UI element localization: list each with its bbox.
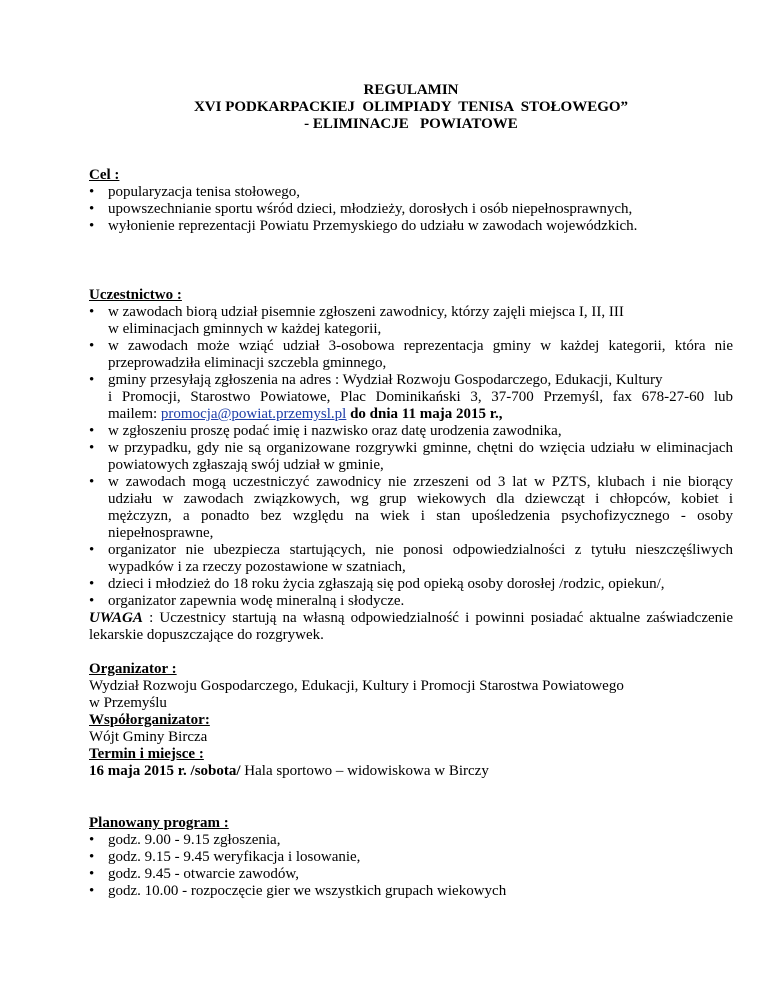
wspolorganizator-heading: Współorganizator: — [89, 712, 210, 728]
document-title — [89, 82, 733, 133]
item-line: i Promocji, Starostwo Powiatowe, Plac Dominikański 3, 37-700 Przemyśl, fax 678-27-60 lub — [108, 389, 733, 405]
list-item — [89, 304, 733, 338]
item-line — [108, 406, 733, 423]
list-item: • godz. 9.15 - 9.45 weryfikacja i losowanie, — [89, 849, 733, 866]
email-link[interactable]: promocja@powiat.przemysl.pl — [160, 406, 347, 422]
uczestnictwo-heading: Uczestnictwo : — [89, 287, 182, 303]
section-organizator — [89, 661, 733, 780]
item-line: niepełnosprawne, — [108, 525, 214, 541]
item-line: • w przypadku, gdy nie są organizowane rozgrywki gminne, chętni do wzięcia udziału w eliminacjach — [108, 440, 733, 456]
uwaga-note-line-2: lekarskie dopuszczające do rozgrywek. — [89, 627, 324, 643]
uwaga-text: : Uczestnicy startują na własną odpowiedzialność i powinni posiadać aktualne zaświadczenie — [142, 610, 733, 626]
uczestnictwo-list — [89, 304, 733, 610]
list-item: • godz. 10.00 - rozpoczęcie gier we wszystkich grupach wiekowych — [89, 883, 733, 900]
program-heading: Planowany program : — [89, 815, 229, 831]
uwaga-note — [89, 610, 733, 627]
list-item: • upowszechnianie sportu wśród dzieci, młodzieży, dorosłych i osób niepełnosprawnych, — [89, 201, 733, 218]
list-item — [89, 372, 733, 423]
item-line: mężczyzn, a ponadto bez względu na wiek i stan upośledzenia psychofizycznego - osoby — [108, 508, 733, 524]
organizator-line-2: w Przemyślu — [89, 695, 167, 711]
section-program — [89, 815, 733, 900]
termin-place: Hala sportowo – widowiskowa w Birczy — [240, 763, 489, 779]
item-line: udziału w zawodach związkowych, wg grup wiekowych dla dziewcząt i chłopców, kobiet i — [108, 491, 733, 507]
list-item: • dzieci i młodzież do 18 roku życia zgłaszają się pod opieką osoby dorosłej /rodzic, opiekun/, — [89, 576, 733, 593]
section-cel — [89, 167, 733, 235]
termin-heading: Termin i miejsce : — [89, 746, 204, 762]
cel-list — [89, 184, 733, 235]
section-uczestnictwo — [89, 287, 733, 644]
list-item — [89, 440, 733, 474]
termin-date: 16 maja 2015 r. /sobota/ — [89, 763, 241, 779]
cel-heading: Cel : — [89, 167, 120, 183]
document-page — [89, 82, 733, 900]
item-line: powiatowych zgłaszają swój udział w gminie, — [108, 457, 384, 473]
item-line: • w zawodach może wziąć udział 3-osobowa reprezentacja gminy w każdej kategorii, która nie — [108, 338, 733, 354]
termin-text — [89, 763, 733, 780]
item-line: • organizator nie ubezpiecza startujących, nie ponosi odpowiedzialności z tytułu nieszczęśliwych — [108, 542, 733, 558]
uwaga-label: UWAGA — [89, 610, 143, 626]
organizator-heading: Organizator : — [89, 661, 177, 677]
wspolorganizator-text: Wójt Gminy Bircza — [89, 729, 208, 745]
list-item: • organizator zapewnia wodę mineralną i słodycze. — [89, 593, 733, 610]
list-item: • popularyzacja tenisa stołowego, — [89, 184, 733, 201]
list-item — [89, 542, 733, 576]
item-line: • gminy przesyłają zgłoszenia na adres : Wydział Rozwoju Gospodarczego, Edukacji, Kultury — [108, 372, 663, 388]
title-line-3: - ELIMINACJE POWIATOWE — [304, 116, 518, 132]
program-list — [89, 832, 733, 900]
item-line: przeprowadziła eliminacji szczebla gminnego, — [108, 355, 387, 371]
title-line-2: XVI PODKARPACKIEJ OLIMPIADY TENISA STOŁOWEGO” — [193, 99, 629, 115]
item-line: wypadków i za rzeczy pozostawione w szatniach, — [108, 559, 406, 575]
mail-prefix: mailem: — [108, 406, 161, 422]
title-line-1: REGULAMIN — [363, 82, 459, 98]
list-item: • w zgłoszeniu proszę podać imię i nazwisko oraz datę urodzenia zawodnika, — [89, 423, 733, 440]
list-item — [89, 474, 733, 542]
list-item: • godz. 9.00 - 9.15 zgłoszenia, — [89, 832, 733, 849]
list-item: • wyłonienie reprezentacji Powiatu Przemyskiego do udziału w zawodach wojewódzkich. — [89, 218, 733, 235]
list-item — [89, 338, 733, 372]
list-item: • godz. 9.45 - otwarcie zawodów, — [89, 866, 733, 883]
item-line: w eliminacjach gminnych w każdej kategorii, — [108, 321, 382, 337]
item-line: • w zawodach mogą uczestniczyć zawodnicy nie zrzeszeni od 3 lat w PZTS, klubach i nie biorący — [108, 474, 733, 490]
organizator-line-1: Wydział Rozwoju Gospodarczego, Edukacji, Kultury i Promocji Starostwa Powiatowego — [89, 678, 624, 694]
item-line: • w zawodach biorą udział pisemnie zgłoszeni zawodnicy, którzy zajęli miejsca I, II, III — [108, 304, 624, 320]
deadline-text: do dnia 11 maja 2015 r., — [346, 406, 503, 422]
